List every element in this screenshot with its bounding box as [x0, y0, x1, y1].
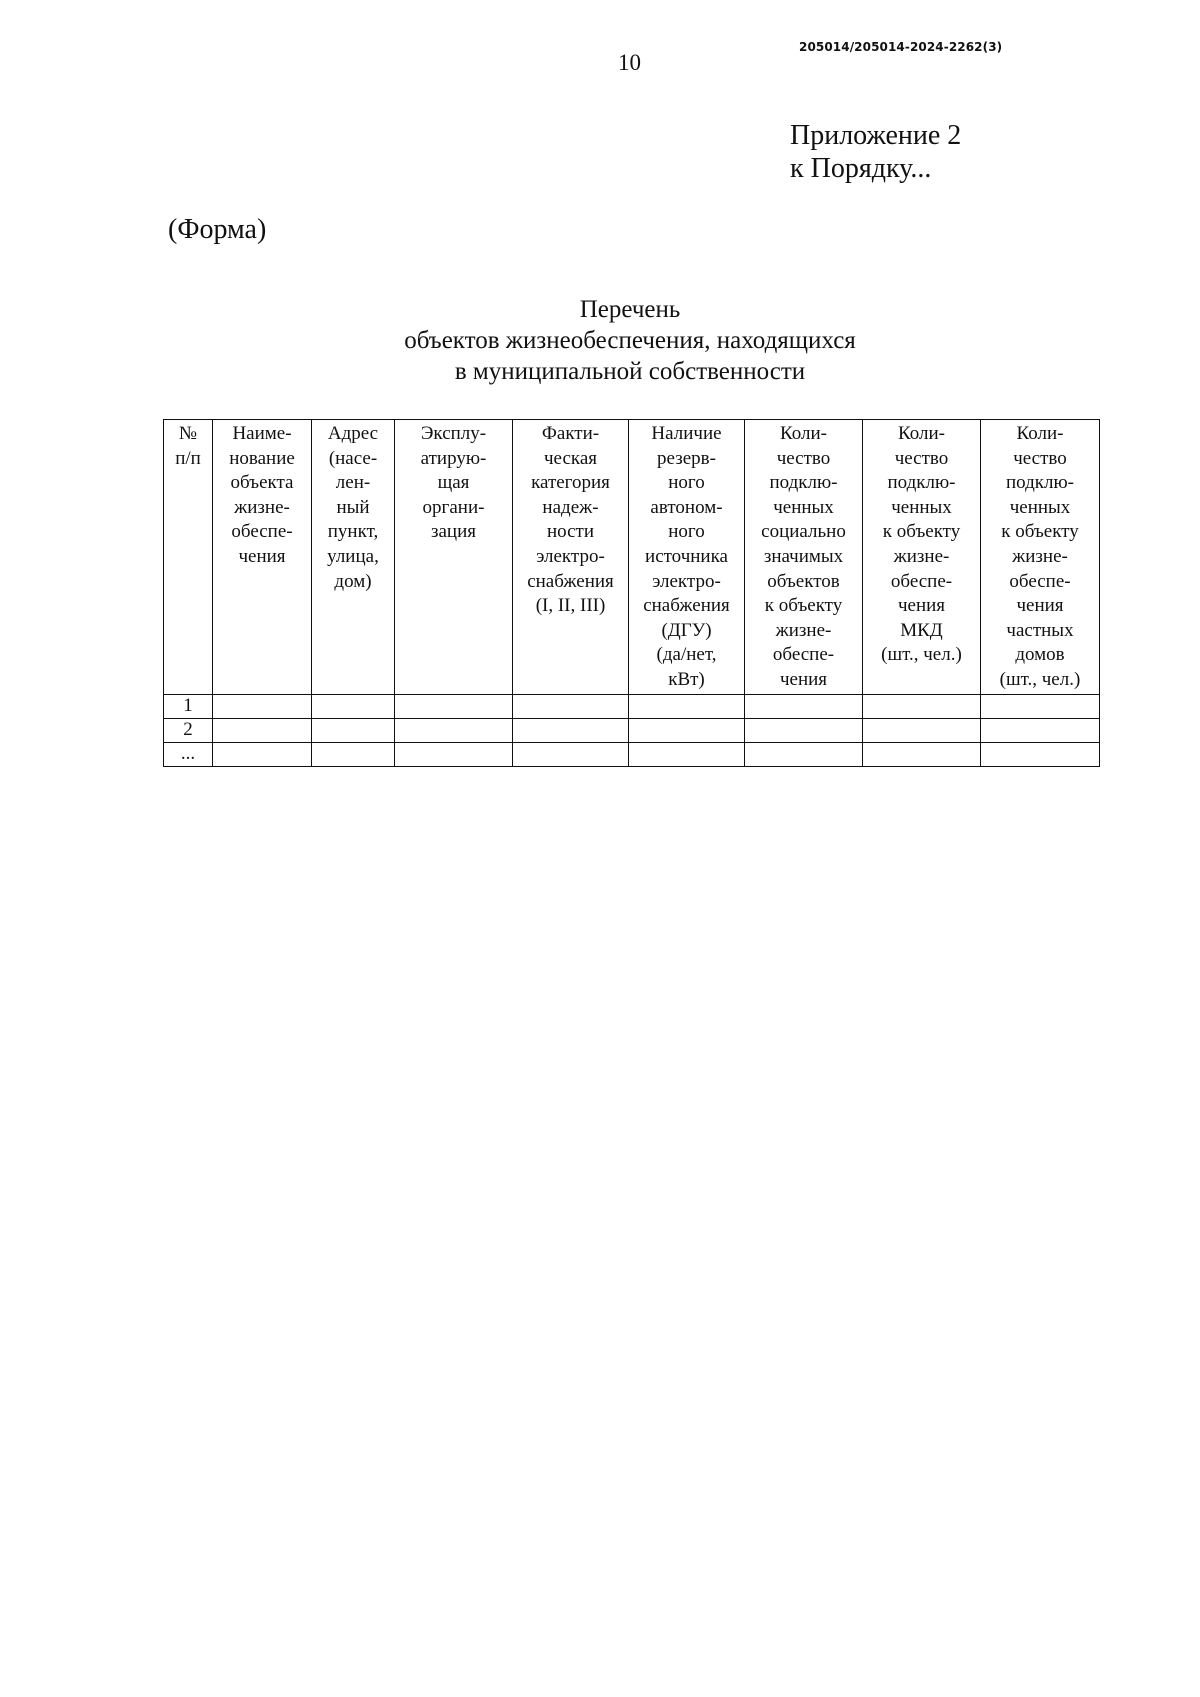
row-number: ... — [164, 743, 213, 767]
table-cell — [312, 743, 395, 767]
col-header-social-objects: Коли- чество подклю- ченных социально значимых объектов к объекту жизне- обеспе- чения — [745, 420, 863, 695]
table-row — [164, 719, 1100, 743]
col-header-reliability-category: Факти- ческая категория надеж- ности электро- снабжения (I, II, III) — [513, 420, 629, 695]
row-number: 1 — [164, 695, 213, 719]
table-row — [164, 743, 1100, 767]
table-cell — [312, 695, 395, 719]
col-header-apartment-buildings: Коли- чество подклю- ченных к объекту жизне- обеспе- чения МКД (шт., чел.) — [863, 420, 981, 695]
table-cell — [629, 743, 745, 767]
table-cell — [513, 743, 629, 767]
page-number: 10 — [618, 50, 641, 75]
col-header-object-name: Наиме- нование объекта жизне- обеспе- чения — [213, 420, 312, 695]
table-cell — [981, 719, 1100, 743]
table-cell — [213, 695, 312, 719]
table-cell — [213, 743, 312, 767]
table-cell — [745, 695, 863, 719]
table-cell — [981, 743, 1100, 767]
col-header-backup-power: Наличие резерв- ного автоном- ного источника электро- снабжения (ДГУ) (да/нет, кВт) — [629, 420, 745, 695]
table-cell — [863, 719, 981, 743]
table-cell — [981, 695, 1100, 719]
row-number: 2 — [164, 719, 213, 743]
col-header-address: Адрес (насе- лен- ный пункт, улица, дом) — [312, 420, 395, 695]
table-cell — [395, 695, 513, 719]
table-cell — [213, 719, 312, 743]
table-header-row — [164, 420, 1100, 695]
table-row — [164, 695, 1100, 719]
table-cell — [513, 719, 629, 743]
col-header-number: № п/п — [164, 420, 213, 695]
table-cell — [395, 719, 513, 743]
table-cell — [395, 743, 513, 767]
document-id: 205014/205014-2024-2262(3) — [799, 40, 1003, 54]
table-cell — [863, 743, 981, 767]
table-cell — [745, 743, 863, 767]
table-cell — [629, 719, 745, 743]
form-label: (Форма) — [168, 214, 267, 245]
title-line-3: в муниципальной собственности — [454, 358, 806, 385]
table-cell — [629, 695, 745, 719]
table-cell — [513, 695, 629, 719]
col-header-operator: Эксплу- атирую- щая органи- зация — [395, 420, 513, 695]
col-header-private-houses: Коли- чество подклю- ченных к объекту жизне- обеспе- чения частных домов (шт., чел.) — [981, 420, 1100, 695]
table-cell — [312, 719, 395, 743]
document-title — [330, 294, 930, 387]
appendix-line-1: Приложение 2 — [790, 120, 962, 151]
table-cell — [863, 695, 981, 719]
title-line-2: объектов жизнеобеспечения, находящихся — [404, 327, 856, 354]
appendix-line-2: к Порядку... — [790, 153, 932, 184]
register-table — [163, 419, 1100, 767]
appendix-note — [790, 119, 961, 185]
table-cell — [745, 719, 863, 743]
title-line-1: Перечень — [579, 296, 681, 323]
